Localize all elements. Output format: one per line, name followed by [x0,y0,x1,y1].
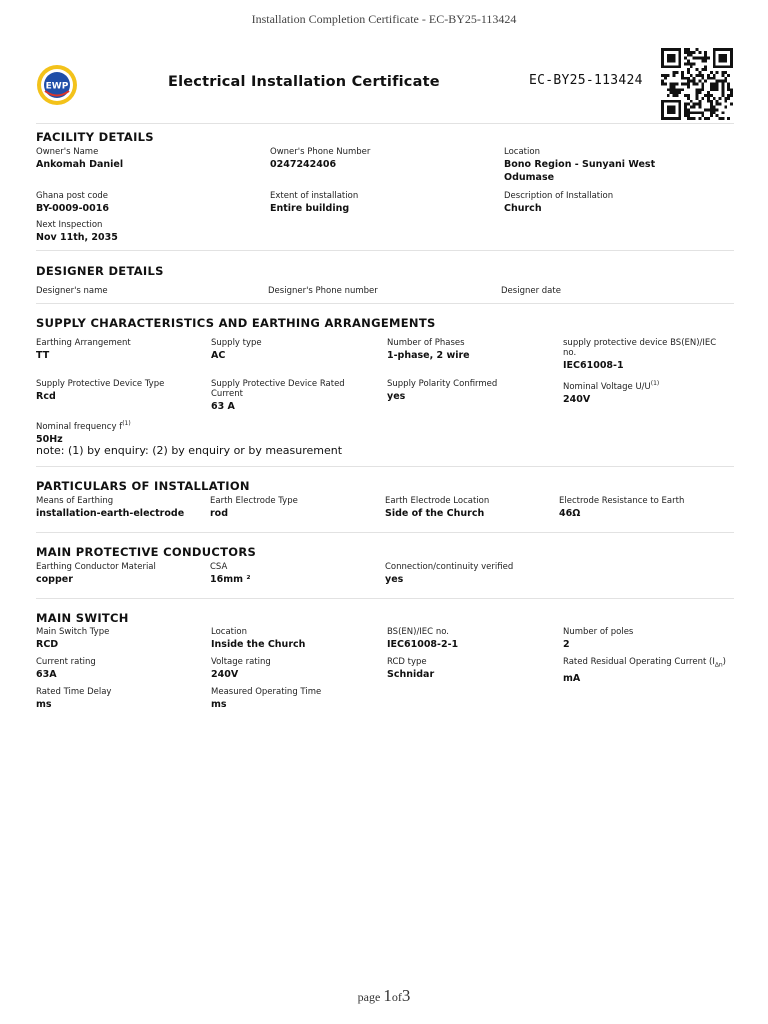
operating-time-field: Measured Operating Time ms [211,687,322,710]
energy-commission-logo-icon [36,64,78,106]
conductor-material-value: copper [36,574,73,585]
csa-field: CSA 16mm ² [210,562,251,585]
certificate-number: EC-BY25-113424 [529,73,643,88]
nominal-voltage-value: 240V [563,393,591,405]
extent-field: Extent of installation Entire building [270,191,359,214]
device-bs-value: IEC61008-1 [563,360,624,371]
svg-text:EWP: EWP [45,81,69,92]
description-field: Description of Installation Church [504,191,614,214]
means-of-earthing-value: installation-earth-electrode [36,508,185,519]
electrode-location-value: Side of the Church [385,508,485,519]
supply-type-field: Supply type AC [211,338,262,361]
earthing-arrangement-field: Earthing Arrangement TT [36,338,131,361]
page-indicator: page 1of3 [357,986,411,1005]
qr-code-icon [660,48,734,120]
device-type-value: Rcd [36,391,56,402]
designer-phone-field: Designer's Phone number [268,286,378,296]
continuity-field: Connection/continuity verified yes [385,562,514,585]
divider [36,532,734,533]
certificate-title: Electrical Installation Certificate [168,74,440,90]
description-value: Church [504,203,542,214]
divider [36,250,734,251]
postcode-value: BY-0009-0016 [36,203,109,214]
extent-value: Entire building [270,203,350,214]
nominal-voltage-field: Nominal Voltage $U/U^{(1)}$ 240V [563,380,660,405]
electrode-resistance-field: Electrode Resistance to Earth 46Ω [559,496,685,519]
continuity-value: yes [385,574,404,585]
certificate-header [36,46,734,120]
time-delay-field: Rated Time Delay ms [36,687,112,710]
location-value-line1: Bono Region - Sunyani West [504,159,656,170]
csa-value: 16mm ² [210,574,251,585]
divider [36,466,734,467]
nominal-frequency-value: 50Hz [36,433,63,445]
polarity-value: yes [387,391,406,402]
divider [36,303,734,304]
switch-bs-field: BS(EN)/IEC no. IEC61008-2-1 [387,627,459,650]
main-switch-section [36,611,734,716]
divider [36,123,734,124]
time-delay-value: ms [36,699,52,710]
conductor-material-field: Earthing Conductor Material copper [36,562,156,585]
designer-date-field: Designer date [501,286,561,296]
rated-current-field: Supply Protective Device Rated Current 63 A [211,379,345,412]
owner-name-field: Owner's Name Ankomah Daniel [36,147,124,170]
supply-type-value: AC [211,350,226,361]
switch-location-value: Inside the Church [211,639,306,650]
rcd-type-value: Schnidar [387,669,435,680]
current-rating-field: Current rating 63A [36,657,96,680]
section-title: DESIGNER DETAILS [36,264,164,278]
voltage-rating-value: 240V [211,669,239,680]
owner-name-value: Ankomah Daniel [36,159,124,170]
owner-phone-field: Owner's Phone Number 0247242406 [270,147,371,170]
phases-field: Number of Phases 1-phase, 2 wire [387,338,470,361]
total-pages: 3 [401,986,411,1005]
next-inspection-field: Next Inspection Nov 11th, 2035 [36,220,118,243]
device-type-field: Supply Protective Device Type Rcd [36,379,165,402]
divider [36,598,734,599]
current-rating-value: 63A [36,669,57,680]
location-value-line2: Odumase [504,172,555,183]
switch-poles-value: 2 [563,639,570,650]
electrode-resistance-value: 46Ω [559,508,581,519]
supply-characteristics-section [36,316,734,461]
section-title: PARTICULARS OF INSTALLATION [36,479,250,493]
location-field: Location Bono Region - Sunyani West Odumase [504,147,656,183]
device-bs-field: supply protective device BS(EN)/IEC no. IEC61008-1 [563,338,717,371]
protective-conductors-section [36,545,734,590]
electrode-type-field: Earth Electrode Type rod [210,496,298,519]
rated-current-value: 63 A [211,401,235,412]
switch-bs-value: IEC61008-2-1 [387,639,459,650]
electrode-type-value: rod [210,508,229,519]
designer-name-field: Designer's name [36,286,108,296]
particulars-section [36,479,734,524]
designer-details-section [36,264,734,300]
nominal-frequency-field: Nominal frequency $f^{(1)}$ 50Hz [36,420,131,445]
switch-type-field: Main Switch Type RCD [36,627,110,650]
electrode-location-field: Earth Electrode Location Side of the Church [385,496,490,519]
switch-location-field: Location Inside the Church [211,627,306,650]
residual-current-value: mA [563,672,581,684]
means-of-earthing-field: Means of Earthing installation-earth-electrode [36,496,185,519]
section-title: SUPPLY CHARACTERISTICS AND EARTHING ARRANGEMENTS [36,316,436,330]
earthing-arrangement-value: TT [36,350,50,361]
phases-value: 1-phase, 2 wire [387,350,470,361]
residual-current-field: Rated Residual Operating Current $(I_{\Delta n})$ mA [563,657,726,684]
document-title: Installation Completion Certificate - EC-BY25-113424 [251,12,517,26]
next-inspection-value: Nov 11th, 2035 [36,232,118,243]
operating-time-value: ms [211,699,227,710]
switch-type-value: RCD [36,639,59,650]
rcd-type-field: RCD type Schnidar [387,657,435,680]
supply-note: note: (1) by enquiry: (2) by enquiry or by measurement [36,444,343,457]
section-title: FACILITY DETAILS [36,130,154,144]
voltage-rating-field: Voltage rating 240V [211,657,271,680]
section-title: MAIN SWITCH [36,611,129,625]
postcode-field: Ghana post code BY-0009-0016 [36,191,109,214]
facility-details-section [36,130,734,245]
polarity-field: Supply Polarity Confirmed yes [387,379,498,402]
switch-poles-field: Number of poles 2 [563,627,634,650]
current-page: 1 [383,986,392,1005]
owner-phone-value: 0247242406 [270,159,337,170]
section-title: MAIN PROTECTIVE CONDUCTORS [36,545,257,559]
